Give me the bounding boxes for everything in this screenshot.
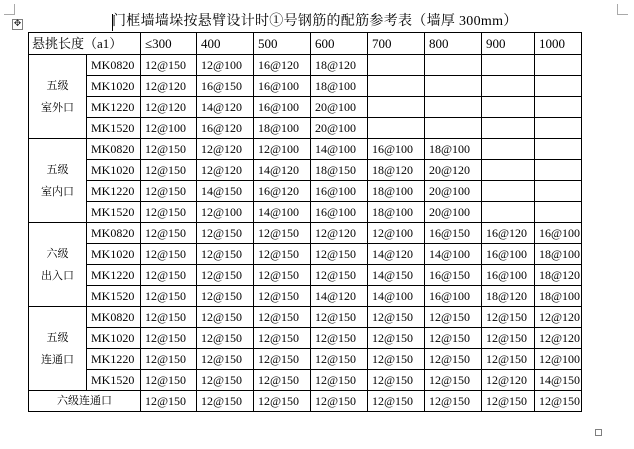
table-row <box>29 118 582 139</box>
rebar-spec-cell: 12@100 <box>535 349 582 370</box>
table-row <box>29 349 582 370</box>
rebar-spec-cell: 12@150 <box>141 55 197 76</box>
door-model-cell: MK1220 <box>87 265 141 286</box>
rebar-spec-cell: 12@150 <box>311 391 368 412</box>
rebar-spec-cell: 12@120 <box>141 76 197 97</box>
rebar-spec-cell <box>482 139 535 160</box>
rebar-spec-cell: 12@150 <box>311 265 368 286</box>
rebar-spec-cell: 12@120 <box>535 307 582 328</box>
rebar-spec-cell <box>535 55 582 76</box>
rebar-spec-cell <box>535 118 582 139</box>
group-label-cell <box>29 223 87 307</box>
table-row <box>29 139 582 160</box>
rebar-spec-cell: 12@150 <box>141 265 197 286</box>
rebar-spec-cell <box>368 76 425 97</box>
group-label-line: 六级 <box>46 247 69 260</box>
rebar-spec-cell: 12@150 <box>368 391 425 412</box>
rebar-spec-cell: 12@150 <box>197 370 254 391</box>
reinforcement-table <box>28 32 582 412</box>
rebar-spec-cell: 12@150 <box>482 307 535 328</box>
rebar-spec-cell: 12@100 <box>368 223 425 244</box>
rebar-spec-cell: 16@150 <box>425 265 482 286</box>
rebar-spec-cell: 18@100 <box>311 76 368 97</box>
rebar-spec-cell <box>368 97 425 118</box>
door-model-cell: MK1220 <box>87 349 141 370</box>
door-model-cell: MK0820 <box>87 223 141 244</box>
rebar-spec-cell: 12@150 <box>368 328 425 349</box>
door-model-cell: MK1020 <box>87 244 141 265</box>
rebar-spec-cell: 12@150 <box>197 265 254 286</box>
header-cell: 700 <box>368 33 425 55</box>
rebar-spec-cell: 20@100 <box>311 97 368 118</box>
rebar-spec-cell <box>425 55 482 76</box>
rebar-spec-cell: 12@120 <box>482 370 535 391</box>
rebar-spec-cell: 16@100 <box>535 223 582 244</box>
rebar-spec-cell <box>535 160 582 181</box>
rebar-spec-cell <box>535 139 582 160</box>
header-cell: 400 <box>197 33 254 55</box>
header-cell: 600 <box>311 33 368 55</box>
rebar-spec-cell: 12@150 <box>197 223 254 244</box>
rebar-spec-cell: 16@100 <box>482 265 535 286</box>
rebar-spec-cell <box>482 76 535 97</box>
rebar-spec-cell: 12@150 <box>141 349 197 370</box>
group-label-cell <box>29 139 87 223</box>
rebar-spec-cell: 12@150 <box>254 244 311 265</box>
rebar-spec-cell: 12@150 <box>254 223 311 244</box>
rebar-spec-cell: 12@150 <box>254 370 311 391</box>
group-label-cell <box>29 55 87 139</box>
header-cell: 500 <box>254 33 311 55</box>
rebar-spec-cell: 12@150 <box>141 244 197 265</box>
table-row <box>29 97 582 118</box>
rebar-spec-cell: 12@150 <box>197 286 254 307</box>
rebar-spec-cell <box>535 97 582 118</box>
rebar-spec-cell: 14@120 <box>311 286 368 307</box>
rebar-spec-cell: 12@150 <box>141 328 197 349</box>
door-model-cell: MK1520 <box>87 118 141 139</box>
rebar-spec-cell: 18@120 <box>535 265 582 286</box>
rebar-spec-cell: 12@150 <box>535 391 582 412</box>
door-model-cell: MK0820 <box>87 55 141 76</box>
rebar-spec-cell: 18@150 <box>311 160 368 181</box>
door-model-cell: MK1020 <box>87 160 141 181</box>
table-row <box>29 160 582 181</box>
rebar-spec-cell: 18@100 <box>535 244 582 265</box>
table-row <box>29 202 582 223</box>
rebar-spec-cell: 18@120 <box>482 286 535 307</box>
rebar-spec-cell <box>482 118 535 139</box>
rebar-spec-cell: 12@150 <box>368 370 425 391</box>
document-title: 门框墙墙垛按悬臂设计时①号钢筋的配筋参考表（墙厚 300mm） <box>112 14 518 29</box>
table-resize-handle[interactable] <box>595 429 602 436</box>
page-corner-mark-top-left <box>4 4 15 15</box>
rebar-spec-cell: 12@150 <box>197 307 254 328</box>
rebar-spec-cell: 16@100 <box>482 244 535 265</box>
door-model-cell: MK1220 <box>87 97 141 118</box>
rebar-spec-cell: 12@120 <box>197 160 254 181</box>
rebar-spec-cell: 16@120 <box>482 223 535 244</box>
rebar-spec-cell: 16@100 <box>254 76 311 97</box>
table-row <box>29 370 582 391</box>
rebar-spec-cell: 20@100 <box>425 202 482 223</box>
rebar-spec-cell: 16@100 <box>311 202 368 223</box>
rebar-spec-cell: 12@150 <box>141 391 197 412</box>
rebar-spec-cell: 16@150 <box>197 76 254 97</box>
table-header-row <box>29 33 582 55</box>
table-move-handle-icon[interactable]: ✥ <box>13 19 22 29</box>
rebar-spec-cell <box>482 181 535 202</box>
rebar-spec-cell: 18@100 <box>254 118 311 139</box>
rebar-spec-cell: 12@150 <box>141 139 197 160</box>
rebar-spec-cell: 12@150 <box>197 391 254 412</box>
rebar-spec-cell: 12@120 <box>197 139 254 160</box>
rebar-spec-cell: 12@150 <box>368 349 425 370</box>
rebar-spec-cell: 12@150 <box>141 370 197 391</box>
rebar-spec-cell: 12@100 <box>197 55 254 76</box>
rebar-spec-cell: 16@100 <box>425 286 482 307</box>
group-label-line: 室外口 <box>41 101 74 114</box>
rebar-spec-cell: 12@150 <box>141 286 197 307</box>
rebar-spec-cell: 14@100 <box>254 202 311 223</box>
table-footer-row <box>29 391 582 412</box>
rebar-spec-cell: 12@150 <box>254 328 311 349</box>
rebar-spec-cell: 12@150 <box>425 349 482 370</box>
rebar-spec-cell: 12@150 <box>141 181 197 202</box>
header-cell: 1000 <box>535 33 582 55</box>
group-label-line: 室内口 <box>41 185 74 198</box>
rebar-spec-cell: 12@150 <box>425 307 482 328</box>
rebar-spec-cell: 12@150 <box>425 391 482 412</box>
rebar-spec-cell: 12@150 <box>141 307 197 328</box>
rebar-spec-cell <box>482 55 535 76</box>
door-model-cell: MK0820 <box>87 307 141 328</box>
rebar-spec-cell: 16@120 <box>254 55 311 76</box>
rebar-spec-cell: 20@100 <box>311 118 368 139</box>
rebar-spec-cell <box>535 181 582 202</box>
table-row <box>29 244 582 265</box>
header-corner-cell: 悬挑长度（a1） <box>29 33 141 55</box>
group-label-line: 五级 <box>46 79 69 92</box>
rebar-spec-cell: 12@150 <box>141 202 197 223</box>
door-model-cell: MK1020 <box>87 76 141 97</box>
rebar-spec-cell: 14@120 <box>368 244 425 265</box>
rebar-spec-cell: 12@150 <box>311 370 368 391</box>
rebar-spec-cell: 14@120 <box>197 97 254 118</box>
rebar-spec-cell: 12@100 <box>197 202 254 223</box>
table-row <box>29 76 582 97</box>
footer-label-cell: 六级连通口 <box>29 391 141 412</box>
rebar-spec-cell: 14@100 <box>425 244 482 265</box>
rebar-spec-cell: 12@150 <box>197 244 254 265</box>
rebar-spec-cell: 16@100 <box>311 181 368 202</box>
rebar-spec-cell: 20@120 <box>425 160 482 181</box>
rebar-spec-cell <box>425 76 482 97</box>
rebar-spec-cell <box>368 118 425 139</box>
rebar-spec-cell <box>535 202 582 223</box>
rebar-spec-cell: 12@150 <box>254 307 311 328</box>
rebar-spec-cell: 12@150 <box>254 265 311 286</box>
group-label-cell <box>29 307 87 391</box>
rebar-spec-cell: 12@150 <box>425 370 482 391</box>
rebar-spec-cell <box>425 97 482 118</box>
rebar-spec-cell: 14@100 <box>311 139 368 160</box>
rebar-spec-cell: 12@150 <box>482 328 535 349</box>
rebar-spec-cell: 12@150 <box>141 223 197 244</box>
rebar-spec-cell: 16@100 <box>368 139 425 160</box>
rebar-spec-cell: 12@150 <box>254 286 311 307</box>
rebar-spec-cell: 12@150 <box>197 328 254 349</box>
rebar-spec-cell: 12@150 <box>254 349 311 370</box>
door-model-cell: MK0820 <box>87 139 141 160</box>
rebar-spec-cell: 14@100 <box>368 286 425 307</box>
rebar-spec-cell: 18@100 <box>368 202 425 223</box>
rebar-spec-cell: 12@120 <box>141 97 197 118</box>
rebar-spec-cell: 12@100 <box>141 118 197 139</box>
rebar-spec-cell: 12@150 <box>311 244 368 265</box>
rebar-spec-cell <box>482 97 535 118</box>
rebar-spec-cell: 12@150 <box>482 349 535 370</box>
header-cell: 800 <box>425 33 482 55</box>
table-row <box>29 307 582 328</box>
group-label-line: 五级 <box>46 163 69 176</box>
rebar-spec-cell: 12@150 <box>197 349 254 370</box>
rebar-spec-cell: 18@100 <box>368 181 425 202</box>
rebar-spec-cell: 12@150 <box>311 307 368 328</box>
rebar-spec-cell: 16@150 <box>425 223 482 244</box>
door-model-cell: MK1220 <box>87 181 141 202</box>
rebar-spec-cell <box>482 202 535 223</box>
rebar-spec-cell: 12@150 <box>368 307 425 328</box>
rebar-spec-cell: 14@150 <box>535 370 582 391</box>
header-cell: ≤300 <box>141 33 197 55</box>
rebar-spec-cell: 12@120 <box>311 223 368 244</box>
table-row <box>29 181 582 202</box>
rebar-spec-cell: 18@120 <box>311 55 368 76</box>
rebar-spec-cell: 12@150 <box>311 328 368 349</box>
door-model-cell: MK1520 <box>87 370 141 391</box>
table-row <box>29 265 582 286</box>
rebar-spec-cell: 12@150 <box>254 391 311 412</box>
table-row <box>29 223 582 244</box>
rebar-spec-cell: 16@100 <box>254 97 311 118</box>
rebar-spec-cell: 12@150 <box>141 160 197 181</box>
rebar-spec-cell: 12@100 <box>254 139 311 160</box>
group-label-line: 五级 <box>46 331 69 344</box>
rebar-spec-cell: 14@150 <box>368 265 425 286</box>
group-label-line: 出入口 <box>41 269 74 282</box>
rebar-spec-cell: 14@150 <box>197 181 254 202</box>
rebar-spec-cell: 12@150 <box>311 349 368 370</box>
rebar-spec-cell <box>368 55 425 76</box>
rebar-spec-cell <box>425 118 482 139</box>
rebar-spec-cell: 16@120 <box>197 118 254 139</box>
rebar-spec-cell <box>535 76 582 97</box>
group-label-line: 连通口 <box>41 353 74 366</box>
rebar-spec-cell: 12@120 <box>535 328 582 349</box>
rebar-spec-cell <box>482 160 535 181</box>
rebar-spec-cell: 18@100 <box>535 286 582 307</box>
door-model-cell: MK1020 <box>87 328 141 349</box>
table-row <box>29 55 582 76</box>
door-model-cell: MK1520 <box>87 202 141 223</box>
rebar-spec-cell: 16@120 <box>254 181 311 202</box>
table-row <box>29 328 582 349</box>
rebar-spec-cell: 12@150 <box>482 391 535 412</box>
page-corner-mark-top-right <box>617 4 628 15</box>
rebar-spec-cell: 20@100 <box>425 181 482 202</box>
rebar-spec-cell: 18@120 <box>368 160 425 181</box>
rebar-spec-cell: 12@150 <box>425 328 482 349</box>
rebar-spec-cell: 18@100 <box>425 139 482 160</box>
header-cell: 900 <box>482 33 535 55</box>
table-row <box>29 286 582 307</box>
rebar-spec-cell: 14@120 <box>254 160 311 181</box>
door-model-cell: MK1520 <box>87 286 141 307</box>
